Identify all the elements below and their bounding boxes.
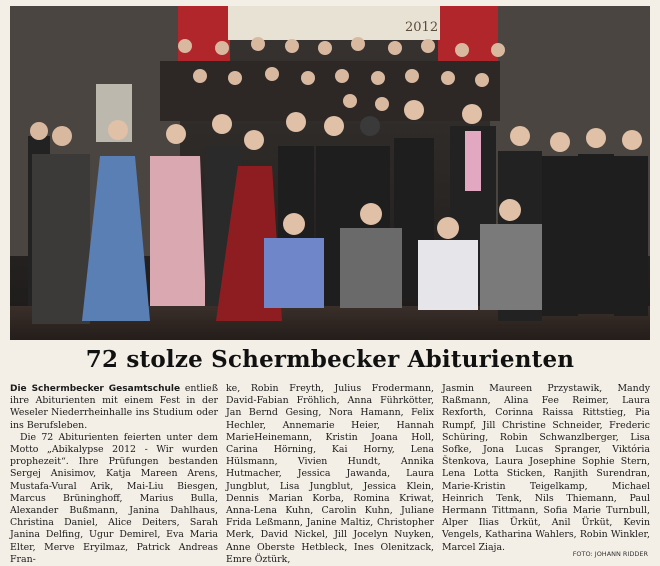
headline: 72 stolze Schermbecker Abiturienten [85, 346, 575, 373]
column-1-paragraph: Die 72 Abiturienten feierten unter dem Motto „Abikalypse 2012 - Wir wurden prophezeit“. Ihre Prüfungen bestanden Sergej Anisimov, Katja Mareen Arens, Mustafa-Vural Arik, Mai-Liu Biesgen, Marcus Brüninghoff, Marius Bulla, Alexander Bußmann, Janina Dahlhaus, Christina Daniel, Alice Deiters, Sarah Janina Delfing, Ugur Demirel, Eva Maria Elter, Merve Eryilmaz, Patrick Andreas Fran- [10, 431, 218, 565]
article-body [10, 383, 650, 565]
article-column-1 [10, 383, 218, 565]
lead-text: Die Schermbecker Gesamtschule [10, 384, 181, 394]
article-column-2 [226, 383, 434, 565]
intro-text: entließ ihre Abiturienten mit einem Fest in der Weseler Niederrheinhalle ins Studium oder ins Berufsleben. [10, 383, 218, 431]
intro-paragraph [10, 383, 218, 432]
group-photo-illustration [10, 6, 650, 340]
group-photo [10, 6, 650, 340]
banner-text: 2012 [405, 20, 439, 35]
article-column-3 [442, 383, 650, 555]
column-2-text: ke, Robin Freyth, Julius Frodermann, David-Fabian Fröhlich, Anna Führkötter, Jan Bernd Gesing, Nora Hamann, Felix Hechler, Annemarie Heier, Hannah MarieHeinemann, Kristin Joana Holl, Carina Hörning, Kai Horny, Lena Hülsmann, Vivien Hundt, Annika Hutmacher, Jessica Jawanda, Laura Jungblut, Lisa Jungblut, Jessica Klein, Dennis Marian Korba, Romina Kriwat, Anna-Lena Kuhn, Carolin Kuhn, Juliane Frida Leßmann, Janine Maltiz, Christopher Merk, David Nickel, Jill Jocelyn Nuyken, Anne Oberste Hetbleck, Ines Olenitzack, Emre Öztürk, [226, 383, 434, 565]
photo-credit: FOTO: JOHANN RIDDER [572, 550, 648, 558]
column-3-text: Jasmin Maureen Przystawik, Mandy Raßmann, Alina Fee Reimer, Laura Rexforth, Corinna Raissa Rittstieg, Pia Rumpf, Jill Christine Schneider, Frederic Schüring, Robin Schwanzlberger, Lisa Sofke, Jona Lucas Spranger, Viktória Štenkova, Laura Josephine Sophie Stern, Lena Lotta Sticken, Ranjith Surendran, Marie-Kristin Teigelkamp, Michael Heinrich Tenk, Nils Thiemann, Paul Hermann Tittmann, Sofia Marie Turnbull, Alper Ilias Ürküt, Anil Ürküt, Kevin Vengels, Katharina Wahlers, Robin Winkler, Marcel Ziaja. [442, 383, 650, 553]
